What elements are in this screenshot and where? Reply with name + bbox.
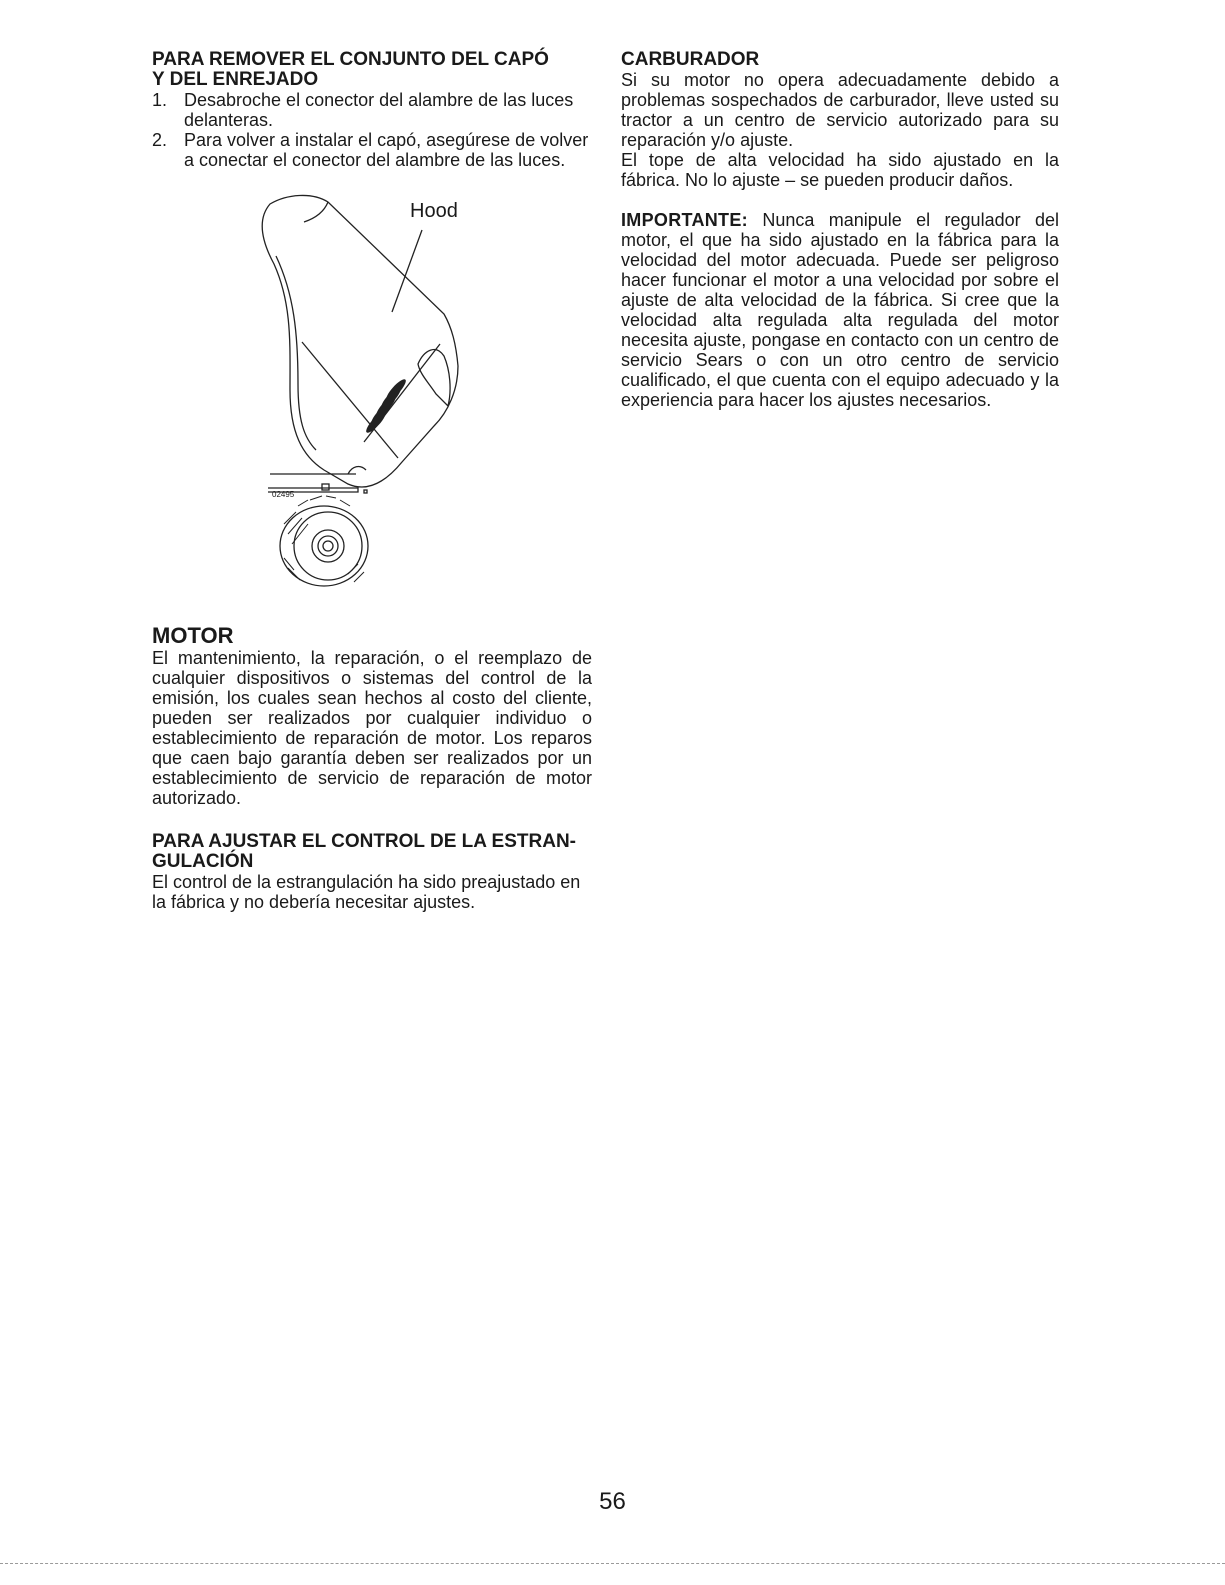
- choke-text: El control de la estrangulación ha sido preajustado en la fábrica y no debería necesitar ajustes.: [152, 872, 581, 912]
- motor-section: [152, 624, 592, 808]
- hood-drawing: [152, 194, 592, 614]
- bottom-divider: [0, 1563, 1225, 1564]
- important-label: IMPORTANTE:: [621, 210, 748, 230]
- motor-heading: MOTOR: [152, 623, 234, 648]
- carburetor-text-1: Si su motor no opera adecuadamente debido a problemas sospechados de carburador, lleve usted su tractor a un centro de servicio autorizado para su reparación y/o ajuste.: [621, 70, 1059, 150]
- step-text: Desabroche el conector del alambre de las luces delanteras.: [184, 90, 574, 130]
- hood-step: [152, 130, 592, 170]
- page-number: 56: [599, 1488, 626, 1515]
- right-column: [621, 50, 1059, 410]
- hood-steps-list: [152, 90, 592, 170]
- step-number: 2.: [152, 130, 168, 150]
- step-text: Para volver a instalar el capó, asegúrese de volver a conectar el conector del alambre de las luces.: [184, 130, 589, 170]
- hood-heading-line1: PARA REMOVER EL CONJUNTO DEL CAPÓ: [152, 49, 549, 70]
- choke-heading-line2: GULACIÓN: [152, 851, 254, 872]
- hood-step: [152, 90, 592, 130]
- hood-removal-heading: [152, 50, 592, 90]
- hood-callout-label: Hood: [410, 200, 458, 222]
- choke-heading-line1: PARA AJUSTAR EL CONTROL DE LA ESTRAN-: [152, 831, 576, 852]
- hood-heading-line2: Y DEL ENREJADO: [152, 69, 319, 90]
- left-column: [152, 50, 592, 912]
- choke-section: [152, 832, 592, 912]
- step-number: 1.: [152, 90, 168, 110]
- carburetor-text-2: El tope de alta velocidad ha sido ajustado en la fábrica. No lo ajuste – se pueden producir daños.: [621, 150, 1059, 190]
- important-text: Nunca manipule el regulador del motor, el que ha sido ajustado en la fábrica para la velocidad del motor adecuada. Puede ser peligroso hacer funcionar el motor a una velocidad por sobre el ajuste de alta velocidad de la fábrica. Si cree que la velocidad alta regulada alta regulada del motor necesita ajuste, pongase en contacto con un centro de servicio Sears o con un otro centro de servicio cualificado, el que cuenta con el equipo adecuado y la experiencia para hacer los ajustes necesarios.: [621, 210, 1059, 410]
- important-note: [621, 210, 1059, 410]
- figure-code: 02495: [272, 490, 295, 499]
- choke-heading: [152, 832, 592, 872]
- carburetor-heading: CARBURADOR: [621, 49, 760, 70]
- hood-illustration: [152, 194, 592, 614]
- motor-text: El mantenimiento, la reparación, o el reemplazo de cualquier dispositivos o sistemas del control de la emisión, los cuales sean hechos al costo del cliente, pueden ser realizados por cualquier individuo o establecimiento de reparación de motor. Los reparos que caen bajo garantía deben ser realizados por un establecimiento de servicio de reparación de motor autorizado.: [152, 648, 592, 808]
